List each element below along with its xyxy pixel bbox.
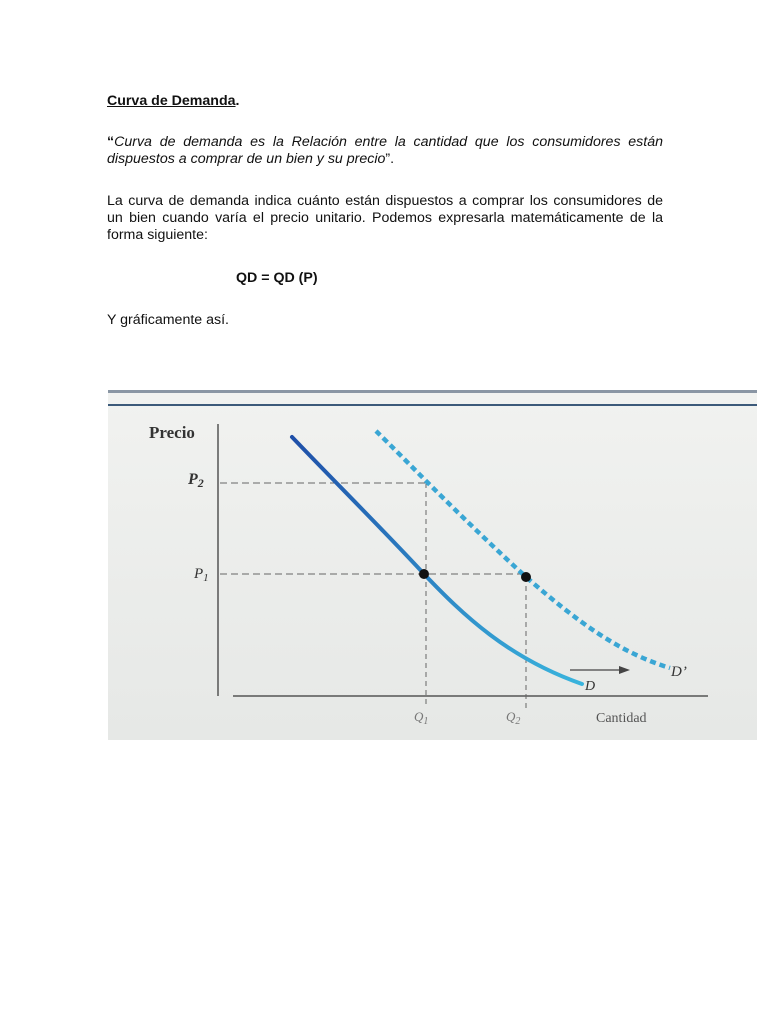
q2-letter: Q	[506, 709, 516, 724]
x-axis-label: Cantidad	[596, 711, 647, 726]
quote-close-mark: ”.	[385, 151, 395, 167]
point-q2-p1	[521, 572, 531, 582]
figure-top-edge	[108, 390, 757, 393]
quote-open-mark: “	[107, 134, 115, 150]
p2-subscript: 2	[197, 476, 204, 490]
title-text: Curva de Demanda	[107, 93, 236, 109]
p1-letter: P	[194, 566, 204, 582]
y-axis-label: Precio	[149, 423, 195, 442]
figure-background	[108, 390, 757, 740]
document-title	[107, 93, 239, 110]
demand-curve-figure	[108, 390, 757, 740]
figure-top-border	[108, 404, 757, 406]
explanation-paragraph: La curva de demanda indica cuánto están dispuestos a comprar los consumidores de un bien cuando varía el precio unitario. Podemos expresarla matemáticamente de la forma siguiente:	[107, 193, 663, 243]
definition-quote	[107, 134, 663, 168]
q1-subscript: 1	[423, 716, 429, 727]
demand-formula: QD = QD (P)	[236, 270, 318, 286]
p1-subscript: 1	[203, 572, 209, 584]
quote-text: Curva de demanda es la Relación entre la cantidad que los consumidores están dispuestos a comprar de un bien y su precio	[107, 134, 663, 167]
p2-letter: P	[188, 471, 198, 488]
graph-intro-text: Y gráficamente así.	[107, 312, 229, 328]
curve-d-prime-label: D’	[671, 664, 687, 680]
curve-d-label: D	[585, 679, 596, 694]
q1-letter: Q	[414, 709, 424, 724]
q2-subscript: 2	[515, 716, 521, 727]
demand-curve-svg	[108, 390, 757, 740]
title-period: .	[235, 93, 240, 109]
point-q1-p1	[419, 569, 429, 579]
